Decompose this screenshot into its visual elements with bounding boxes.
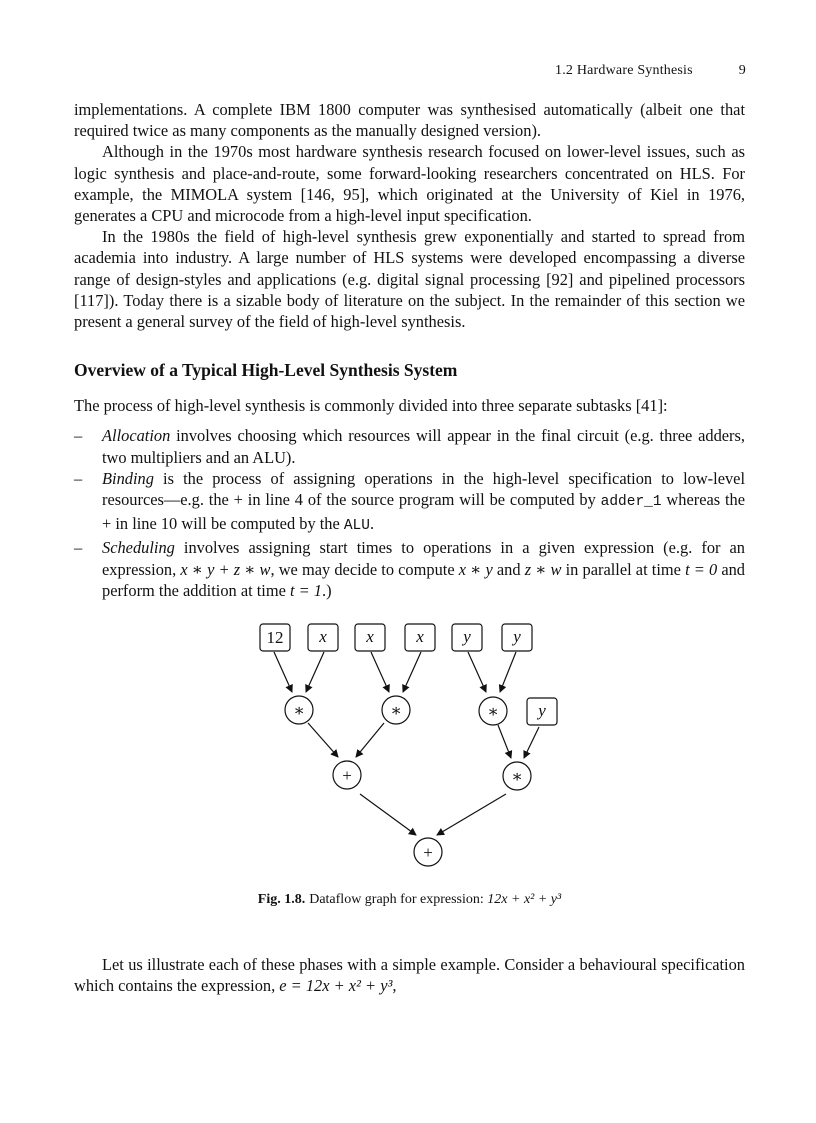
code-alu: ALU	[343, 518, 370, 535]
scheduling-text-6: .)	[322, 580, 332, 600]
input-label: x	[366, 627, 374, 647]
scheduling-text-5: and perform the addition at time	[102, 559, 745, 600]
scheduling-text-2: , we may decide to compute	[270, 559, 459, 579]
intro-paragraph: The process of high-level synthesis is commonly divided into three separate subtasks [41]:	[74, 396, 668, 416]
subtask-list	[74, 425, 745, 601]
scheduling-text-3: and	[492, 559, 525, 579]
input-label: y	[463, 627, 471, 647]
edge	[360, 794, 416, 835]
running-head	[555, 63, 746, 79]
closing-text: Let us illustrate each of these phases with a simple example. Consider a behavioural specification which contains the expression,	[74, 955, 745, 996]
list-dash: –	[74, 426, 83, 446]
edge	[403, 652, 421, 692]
closing-paragraph	[74, 954, 745, 996]
edge	[437, 794, 506, 835]
section-title: 1.2 Hardware Synthesis	[555, 63, 693, 78]
math-t0: t = 0	[685, 559, 718, 579]
paragraph-1: implementations. A complete IBM 1800 computer was synthesised automatically (albeit one that required twice as many components as the manually designed version).	[74, 100, 745, 141]
edge	[308, 723, 338, 757]
operator-label: +	[423, 843, 433, 863]
operator-label: +	[342, 766, 352, 786]
edge	[274, 652, 292, 692]
operator-label: ∗	[390, 701, 402, 721]
edge	[356, 723, 384, 757]
edge	[371, 652, 389, 692]
caption-text: Dataflow graph for expression:	[309, 892, 488, 908]
list-item-scheduling	[74, 537, 745, 601]
term-binding: Binding	[102, 468, 154, 488]
allocation-text: involves choosing which resources will appear in the final circuit (e.g. three adders, two multipliers and an ALU).	[102, 426, 745, 467]
math-t1: t = 1	[289, 580, 322, 600]
closing-math: e = 12x + x² + y³,	[279, 976, 397, 996]
binding-text-2: whereas the + in line 10 will be computed by the	[102, 490, 746, 534]
caption-label: Fig. 1.8.	[257, 892, 306, 908]
edge	[468, 652, 486, 692]
dataflow-figure	[74, 615, 745, 885]
scheduling-text-4: in parallel at time	[561, 559, 686, 579]
input-label: x	[416, 627, 424, 647]
list-dash: –	[74, 468, 83, 488]
term-allocation: Allocation	[102, 426, 171, 446]
math-xy: x ∗ y	[458, 559, 493, 579]
input-label: y	[513, 627, 521, 647]
operator-label: ∗	[511, 767, 523, 787]
scheduling-text-1: involves assigning start times to operations in a given expression (e.g. for an expression,	[102, 538, 745, 579]
binding-text-3: .	[369, 514, 375, 534]
operator-label: ∗	[487, 702, 499, 722]
page-number: 9	[738, 63, 746, 78]
list-item-allocation	[74, 425, 745, 467]
code-adder: adder_1	[600, 494, 662, 511]
input-label: y	[538, 701, 546, 721]
list-dash: –	[74, 538, 83, 558]
edge	[524, 727, 539, 758]
edge	[498, 725, 511, 758]
input-label: x	[319, 627, 327, 647]
input-label: 12	[266, 628, 284, 648]
operator-label: ∗	[293, 701, 305, 721]
term-scheduling: Scheduling	[102, 538, 175, 558]
paragraph-3: In the 1980s the field of high-level synthesis grew exponentially and started to spread from academia into industry. A large number of HLS systems were developed encompassing a diverse range of design-styles and applications (e.g. digital signal processing [92] and pipelined processors [117]). Today there is a sizable body of literature on the subject. In the remainder of this section we present a general survey of the field of high-level synthesis.	[74, 227, 745, 332]
math-zw: z ∗ w	[524, 559, 562, 579]
edge	[306, 652, 324, 692]
binding-text-1: is the process of assigning operations in the high-level specification to low-level resources—e.g. the + in line 4 of the source program will be computed by	[102, 468, 745, 510]
dataflow-graph	[74, 615, 745, 885]
paragraph-2: Although in the 1970s most hardware synthesis research focused on lower-level issues, such as logic synthesis and place-and-route, some forward-looking researchers concentrated on HLS. For example, the MIMOLA system [146, 95], which originated at the University of Kiel in 1976, generates a CPU and microcode from a high-level input specification.	[74, 142, 745, 226]
caption-math: 12x + x² + y³	[487, 892, 562, 908]
edge	[500, 652, 516, 692]
list-item-binding	[74, 468, 745, 538]
math-expr: x ∗ y + z ∗ w	[180, 559, 271, 579]
section-heading: Overview of a Typical High-Level Synthesis System	[74, 360, 458, 381]
figure-caption	[74, 889, 745, 910]
page-body	[74, 99, 745, 997]
